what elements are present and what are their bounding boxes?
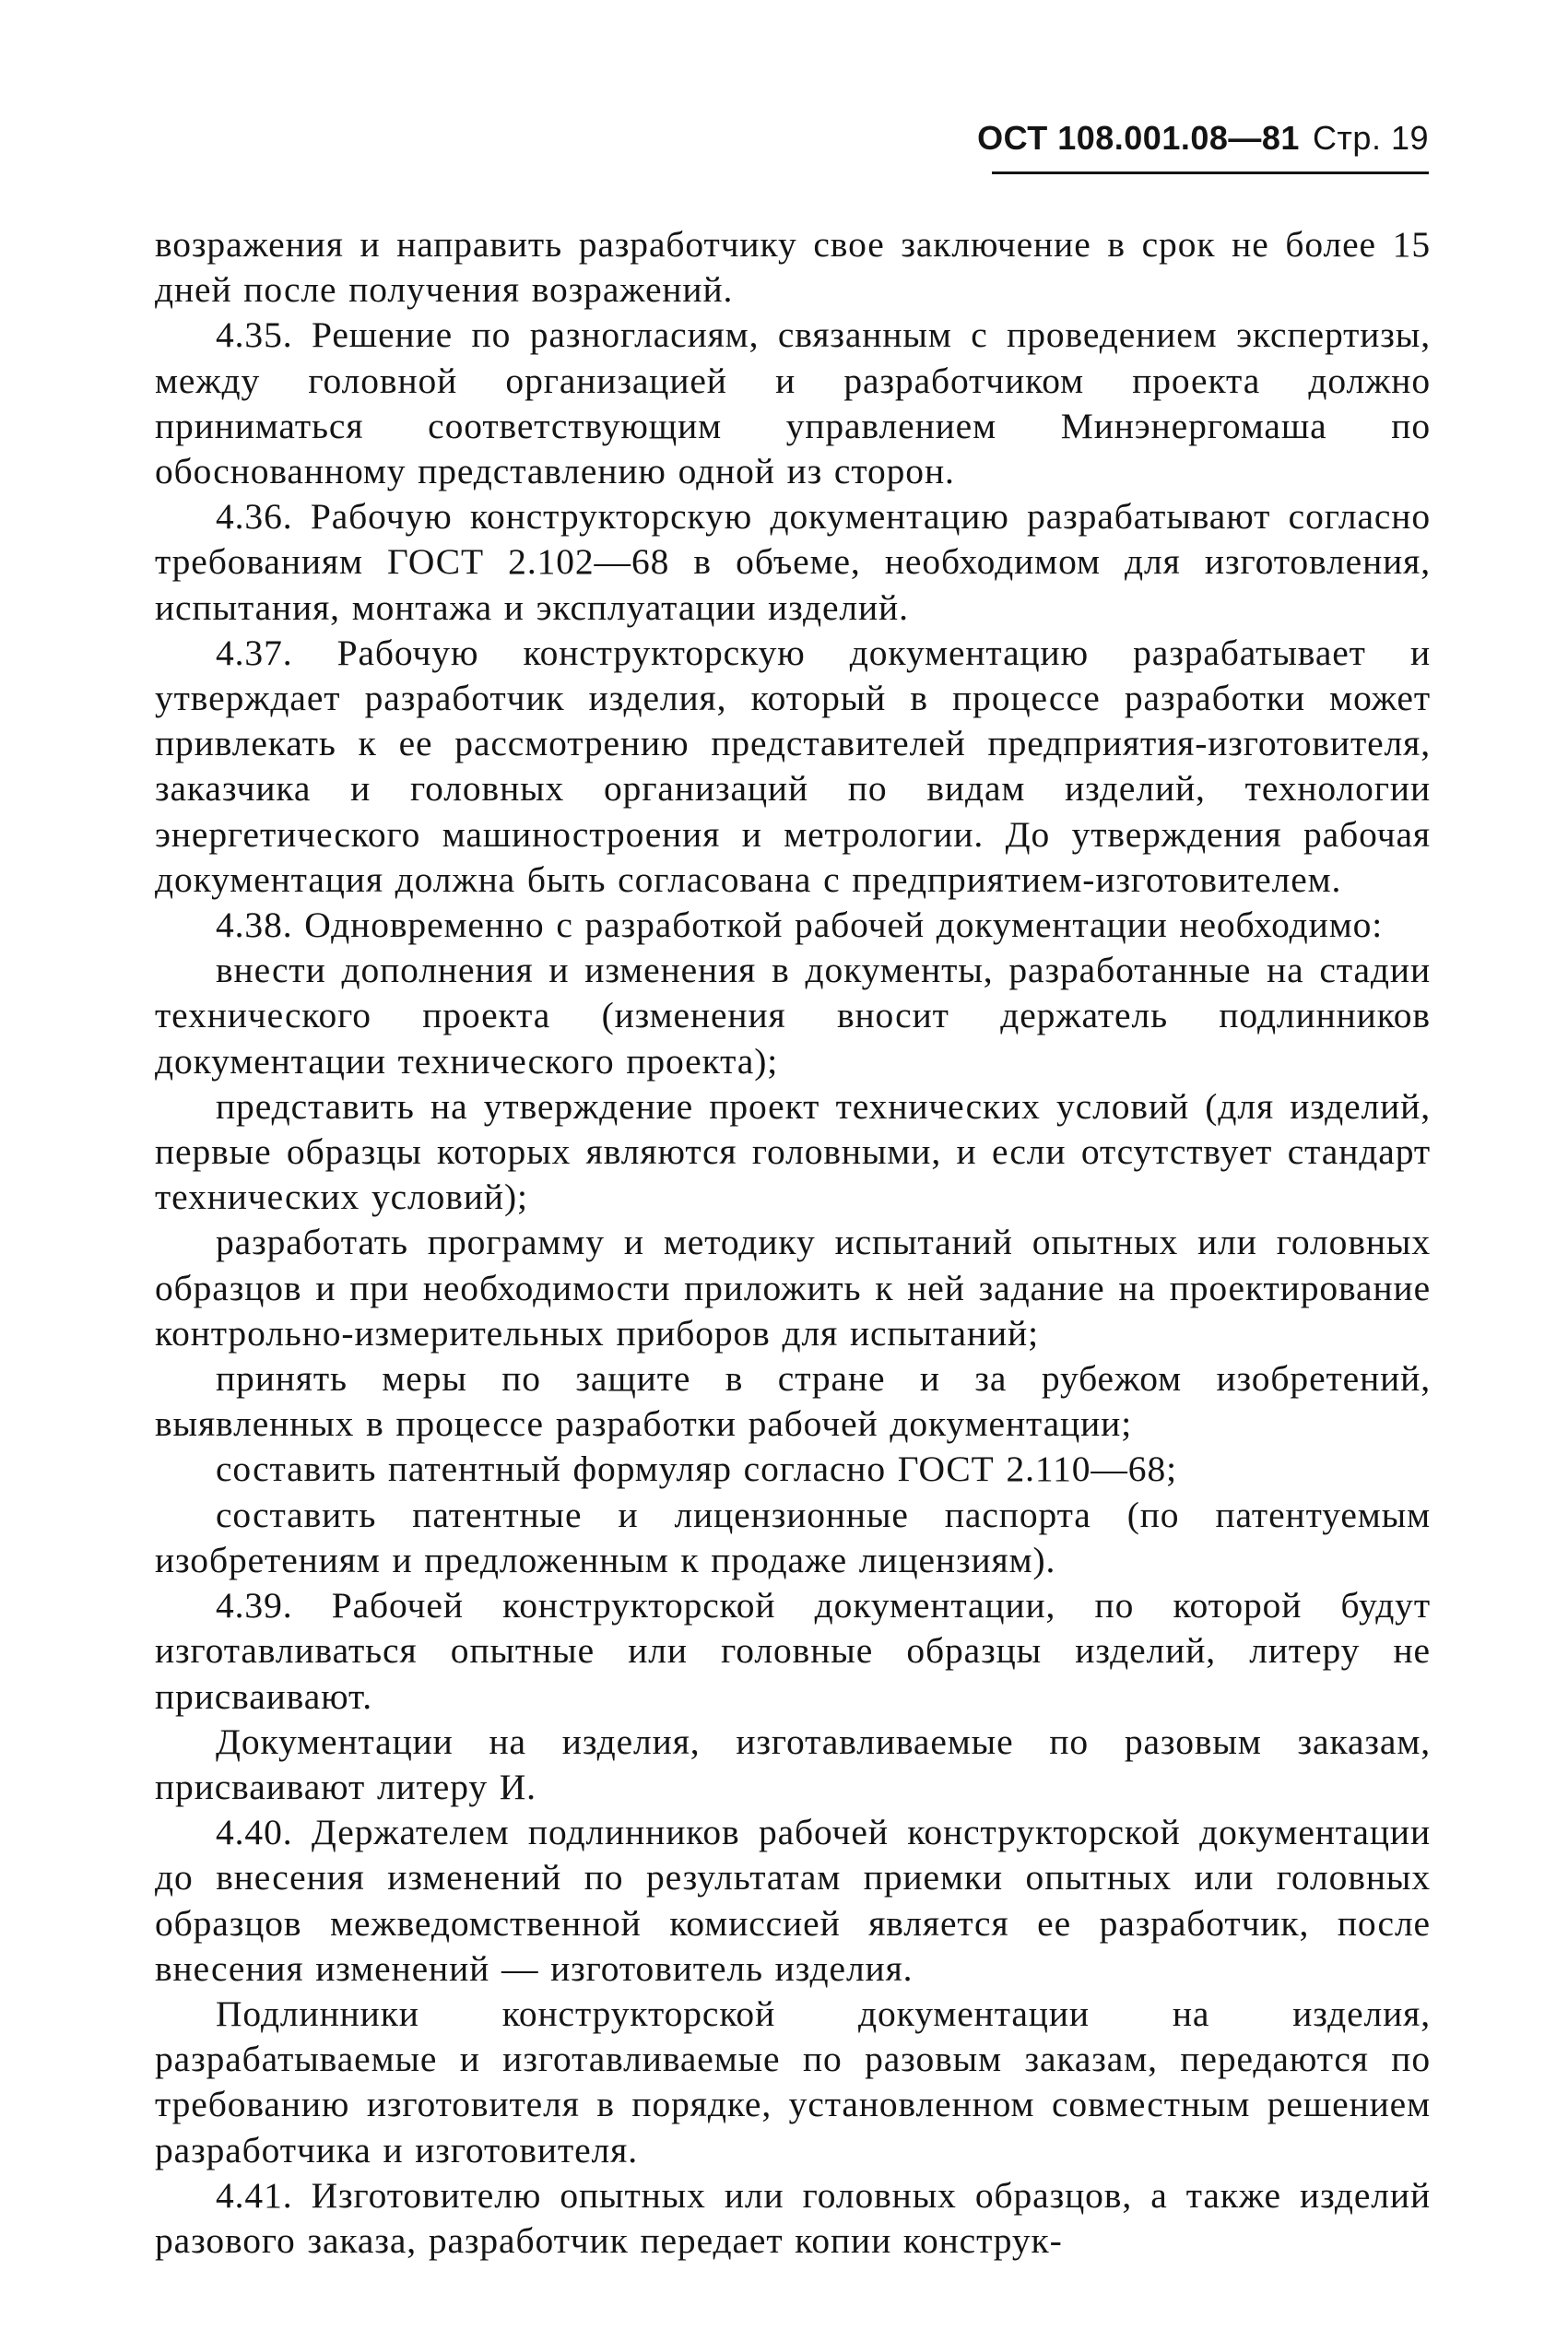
paragraph-4-39-cont: Документации на изделия, изготавливаемые по разовым заказам, присваивают литеру И. (155, 1721, 1431, 1807)
list-item-invention-protection: принять меры по защите в стране и за рубежом изобретений, выявленных в процессе разработки рабочей документации; (155, 1358, 1431, 1445)
list-item-amendments: внести дополнения и изменения в документы, разработанные на стадии технического проекта (изменения вносит держатель подлинников документации технического проекта); (155, 950, 1431, 1082)
paragraph-4-41: 4.41. Изготовителю опытных или головных образцов, а также изделий разового заказа, разработчик передает копии конструк- (155, 2174, 1431, 2261)
paragraph-4-35: 4.35. Решение по разногласиям, связанным с проведением экспертизы, между головной организацией и разработчиком проекта должно приниматься соответствующим управлением Минэнергомаша по обоснованному представлению одной из сторон. (155, 314, 1431, 492)
paragraph-4-40: 4.40. Держателем подлинников рабочей конструкторской документации до внесения изменений по результатам приемки опытных или головных образцов межведомственной комиссией является ее разработчик, после внесения изменений — изготовитель изделия. (155, 1812, 1431, 1989)
paragraph-4-38: 4.38. Одновременно с разработкой рабочей документации необходимо: (216, 905, 1384, 946)
list-item-patent-form: составить патентный формуляр согласно ГОСТ 2.110—68; (216, 1449, 1177, 1490)
paragraph-4-36: 4.36. Рабочую конструкторскую документацию разрабатывают согласно требованиям ГОСТ 2.102—68 в объеме, необходимом для изготовления, испытания, монтажа и эксплуатации изделий. (155, 496, 1431, 628)
list-item-technical-conditions: представить на утверждение проект технических условий (для изделий, первые образцы которых являются головными, и если отсутствует стандарт технических условий); (155, 1085, 1431, 1218)
header-underline (992, 171, 1429, 174)
page-number: Стр. 19 (1312, 119, 1429, 157)
body-text (155, 222, 1431, 2264)
list-item-patent-passports: составить патентные и лицензионные паспорта (по патентуемым изобретениям и предложенным к продаже лицензиям). (155, 1494, 1431, 1580)
paragraph-4-39: 4.39. Рабочей конструкторской документации, по которой будут изготавливаться опытные или головные образцы изделий, литеру не присваивают. (155, 1585, 1431, 1717)
list-item-test-program: разработать программу и методику испытаний опытных или головных образцов и при необходимости приложить к ней задание на проектирование контрольно-измерительных приборов для испытаний; (155, 1222, 1431, 1354)
paragraph-continuation: возражения и направить разработчику свое заключение в срок не более 15 дней после получения возражений. (155, 224, 1431, 311)
page-header (977, 119, 1429, 157)
document-code: ОСТ 108.001.08—81 (977, 119, 1300, 157)
paragraph-4-40-cont: Подлинники конструкторской документации на изделия, разрабатываемые и изготавливаемые по разовым заказам, передаются по требованию изготовителя в порядке, установленном совместным решением разработчика и изготовителя. (155, 1993, 1431, 2170)
paragraph-4-37: 4.37. Рабочую конструкторскую документацию разрабатывает и утверждает разработчик изделия, который в процессе разработки может привлекать к ее рассмотрению представителей предприятия-изготовителя, заказчика и головных организаций по видам изделий, технологии энергетического машиностроения и метрологии. До утверждения рабочая документация должна быть согласована с предприятием-изготовителем. (155, 632, 1431, 900)
